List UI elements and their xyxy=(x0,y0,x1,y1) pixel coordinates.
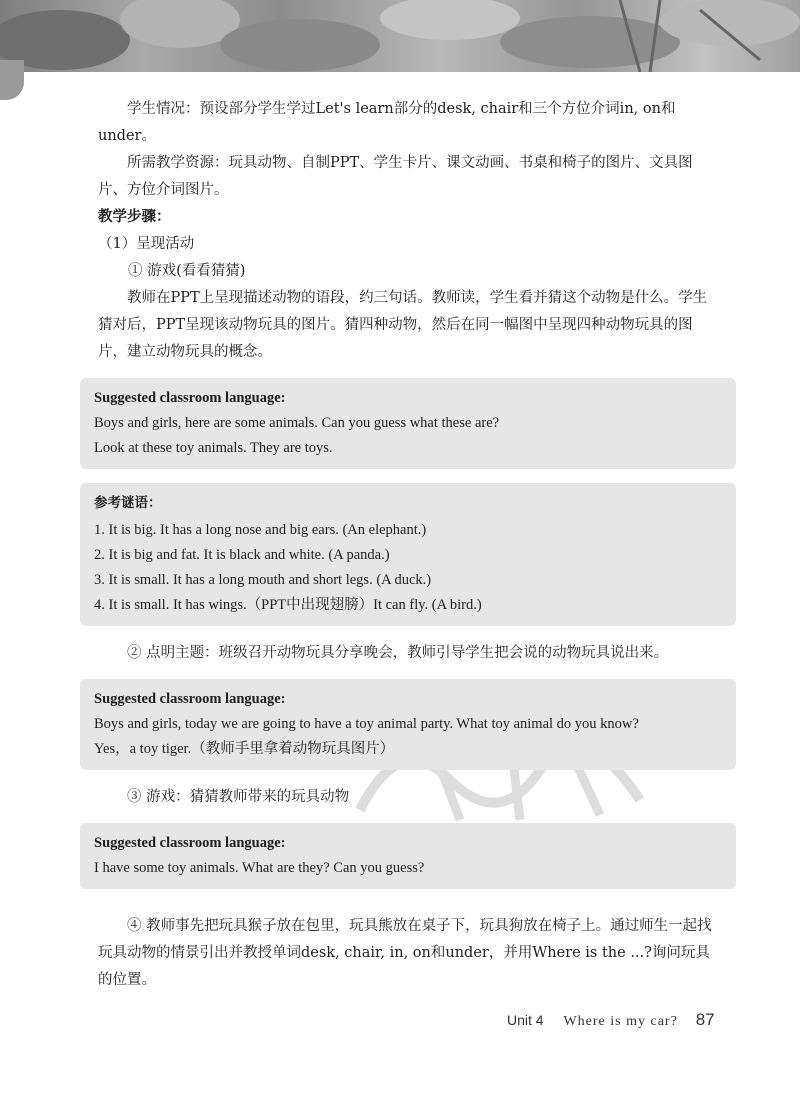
banner-scenery-icon xyxy=(0,0,800,72)
teaching-steps-heading: 教学步骤： xyxy=(98,209,171,225)
activity-2-text: ② 点明主题：班级召开动物玩具分享晚会，教师引导学生把会说的动物玩具说出来。 xyxy=(127,645,669,661)
box-title: Suggested classroom language: xyxy=(94,390,286,406)
riddle-line: 1. It is big. It has a long nose and big ears. (An elephant.) xyxy=(94,522,427,538)
classroom-language-box-1 xyxy=(80,378,736,469)
header-banner-illustration xyxy=(0,0,800,72)
box-title: Suggested classroom language: xyxy=(94,835,286,851)
box-line: Look at these toy animals. They are toys. xyxy=(94,440,333,456)
resources-paragraph: 所需教学资源：玩具动物、自制PPT、学生卡片、课文动画、书桌和椅子的图片、文具图片、方位介词图片。 xyxy=(98,155,693,198)
riddles-box xyxy=(80,483,736,626)
box-title: Suggested classroom language: xyxy=(94,691,286,707)
step-1-label: （1）呈现活动 xyxy=(98,236,195,252)
riddles-title: 参考谜语： xyxy=(94,495,162,511)
page-number: 87 xyxy=(695,1010,715,1029)
riddle-line: 2. It is big and fat. It is black and white. (A panda.) xyxy=(94,547,390,563)
activity-1-label: ① 游戏(看看猜猜) xyxy=(128,263,246,279)
box-line: I have some toy animals. What are they? Can you guess? xyxy=(94,860,425,876)
banner-corner-curl xyxy=(0,60,24,100)
footer-lesson-title: Where is my car? xyxy=(563,1014,678,1029)
box-line: Yes，a toy tiger.（教师手里拿着动物玩具图片） xyxy=(94,741,395,757)
page-content xyxy=(94,96,718,994)
activity-1-description: 教师在PPT上呈现描述动物的语段，约三句话。教师读，学生看并猜这个动物是什么。学生猜对后，PPT呈现该动物玩具的图片。猜四种动物，然后在同一幅图中呈现四种动物玩具的图片，建立动物玩具的概念。 xyxy=(98,290,708,360)
riddle-line: 3. It is small. It has a long mouth and short legs. (A duck.) xyxy=(94,572,432,588)
box-line: Boys and girls, today we are going to have a toy animal party. What toy animal do you know? xyxy=(94,716,639,732)
box-line: Boys and girls, here are some animals. Can you guess what these are? xyxy=(94,415,500,431)
riddle-line: 4. It is small. It has wings.（PPT中出现翅膀）It can fly. (A bird.) xyxy=(94,597,482,613)
activity-3-text: ③ 游戏：猜猜教师带来的玩具动物 xyxy=(127,789,350,805)
classroom-language-box-2 xyxy=(80,679,736,770)
classroom-language-box-3 xyxy=(80,823,736,889)
page-footer xyxy=(507,1010,715,1030)
student-situation-paragraph: 学生情况：预设部分学生学过Let's learn部分的desk, chair和三个方位介词in, on和under。 xyxy=(98,101,676,144)
footer-unit: Unit 4 xyxy=(507,1012,544,1028)
activity-4-text: ④ 教师事先把玩具猴子放在包里，玩具熊放在桌子下，玩具狗放在椅子上。通过师生一起找玩具动物的情景引出并教授单词desk, chair, in, on和under，并用Where is the ...?询问玩具的位置。 xyxy=(98,918,712,988)
